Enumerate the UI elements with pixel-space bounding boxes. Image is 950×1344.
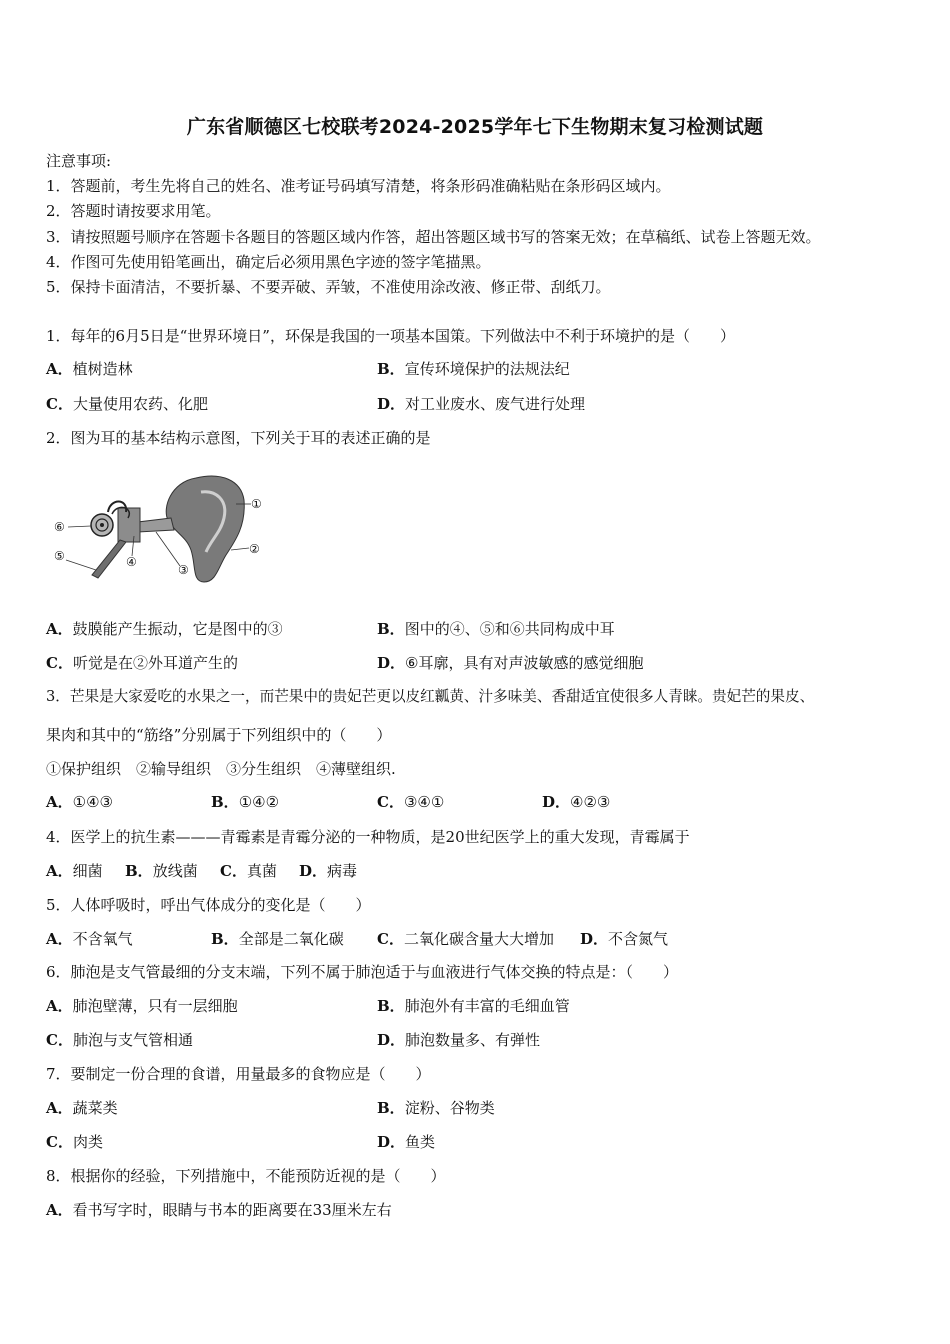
figure-label-1: ① bbox=[251, 497, 262, 511]
question-2-stem: 2．图为耳的基本结构示意图，下列关于耳的表述正确的是 bbox=[46, 429, 431, 447]
question-1-stem: 1．每年的6月5日是“世界环境日”，环保是我国的一项基本国策。下列做法中不利于环境护的是（ ） bbox=[46, 327, 735, 345]
q6-option-a[interactable]: A．肺泡壁薄，只有一层细胞 bbox=[46, 997, 238, 1015]
notice-item-4: 4．作图可先使用铅笔画出，确定后必须用黑色字迹的签字笔描黑。 bbox=[46, 253, 491, 271]
q2-option-d[interactable]: D．⑥耳廓，具有对声波敏感的感觉细胞 bbox=[377, 654, 644, 672]
q6-option-d[interactable]: D．肺泡数量多、有弹性 bbox=[377, 1031, 541, 1049]
figure-label-4: ④ bbox=[126, 555, 137, 569]
question-3-stem-line2: 果肉和其中的“筋络”分别属于下列组织中的（ ） bbox=[46, 726, 392, 744]
q6-option-b[interactable]: B．肺泡外有丰富的毛细血管 bbox=[377, 997, 570, 1015]
q4-option-d[interactable]: D．病毒 bbox=[299, 862, 358, 880]
q3-option-c[interactable]: C．③④① bbox=[377, 793, 445, 811]
ear-canal bbox=[138, 518, 174, 532]
q7-option-a[interactable]: A．蔬菜类 bbox=[46, 1099, 118, 1117]
q2-option-b[interactable]: B．图中的④、⑤和⑥共同构成中耳 bbox=[377, 620, 615, 638]
question-4-stem: 4．医学上的抗生素———青霉素是青霉分泌的一种物质，是20世纪医学上的重大发现，青霉属于 bbox=[46, 828, 690, 846]
figure-label-5: ⑤ bbox=[54, 549, 65, 563]
notice-item-2: 2．答题时请按要求用笔。 bbox=[46, 202, 221, 220]
question-3-choices: ①保护组织 ②输导组织 ③分生组织 ④薄壁组织. bbox=[46, 760, 396, 778]
q7-option-b[interactable]: B．淀粉、谷物类 bbox=[377, 1099, 495, 1117]
q6-option-c[interactable]: C．肺泡与支气管相通 bbox=[46, 1031, 193, 1049]
question-8-stem: 8．根据你的经验，下列措施中，不能预防近视的是（ ） bbox=[46, 1167, 446, 1185]
notice-item-1: 1．答题前，考生先将自己的姓名、准考证号码填写清楚，将条形码准确粘贴在条形码区域内。 bbox=[46, 177, 671, 195]
q4-option-b[interactable]: B．放线菌 bbox=[125, 862, 198, 880]
notice-item-5: 5．保持卡面清洁，不要折暴、不要弄破、弄皱，不准使用涂改液、修正带、刮纸刀。 bbox=[46, 278, 611, 296]
question-6-stem: 6．肺泡是支气管最细的分支末端，下列不属于肺泡适于与血液进行气体交换的特点是：（ ） bbox=[46, 963, 679, 981]
q2-option-c[interactable]: C．听觉是在②外耳道产生的 bbox=[46, 654, 238, 672]
q4-option-a[interactable]: A．细菌 bbox=[46, 862, 103, 880]
page-title: 广东省顺德区七校联考2024-2025学年七下生物期末复习检测试题 bbox=[186, 116, 764, 138]
q1-option-b[interactable]: B．宣传环境保护的法规法纪 bbox=[377, 360, 570, 378]
q7-option-c[interactable]: C．肉类 bbox=[46, 1133, 103, 1151]
q5-option-a[interactable]: A．不含氧气 bbox=[46, 930, 133, 948]
notice-heading: 注意事项: bbox=[46, 152, 112, 170]
figure-label-2: ② bbox=[249, 542, 260, 556]
q1-option-d[interactable]: D．对工业废水、废气进行处理 bbox=[377, 395, 586, 413]
q3-option-d[interactable]: D．④②③ bbox=[542, 793, 611, 811]
q5-option-b[interactable]: B．全部是二氧化碳 bbox=[211, 930, 344, 948]
question-7-stem: 7．要制定一份合理的食谱，用量最多的食物应是（ ） bbox=[46, 1065, 431, 1083]
figure-label-3: ③ bbox=[178, 563, 189, 577]
eustachian-tube bbox=[92, 540, 126, 578]
ear-structure-figure bbox=[46, 470, 266, 590]
q5-option-c[interactable]: C．二氧化碳含量大大增加 bbox=[377, 930, 554, 948]
q7-option-d[interactable]: D．鱼类 bbox=[377, 1133, 436, 1151]
q1-option-a[interactable]: A．植树造林 bbox=[46, 360, 133, 378]
q8-option-a[interactable]: A．看书写字时，眼睛与书本的距离要在33厘米左右 bbox=[46, 1201, 392, 1219]
q2-option-a[interactable]: A．鼓膜能产生振动，它是图中的③ bbox=[46, 620, 283, 638]
figure-label-6: ⑥ bbox=[54, 520, 65, 534]
notice-item-3: 3．请按照题号顺序在答题卡各题目的答题区域内作答，超出答题区域书写的答案无效；在草稿纸、试卷上答题无效。 bbox=[46, 228, 821, 246]
question-3-stem-line1: 3．芒果是大家爱吃的水果之一，而芒果中的贵妃芒更以皮红瓤黄、汁多味美、香甜适宜使很多人青睐。贵妃芒的果皮、 bbox=[46, 688, 815, 705]
question-5-stem: 5．人体呼吸时，呼出气体成分的变化是（ ） bbox=[46, 896, 371, 914]
q3-option-a[interactable]: A．①④③ bbox=[46, 793, 113, 811]
q4-option-c[interactable]: C．真菌 bbox=[220, 862, 277, 880]
q3-option-b[interactable]: B．①④② bbox=[211, 793, 280, 811]
q1-option-c[interactable]: C．大量使用农药、化肥 bbox=[46, 395, 208, 413]
q5-option-d[interactable]: D．不含氮气 bbox=[580, 930, 669, 948]
